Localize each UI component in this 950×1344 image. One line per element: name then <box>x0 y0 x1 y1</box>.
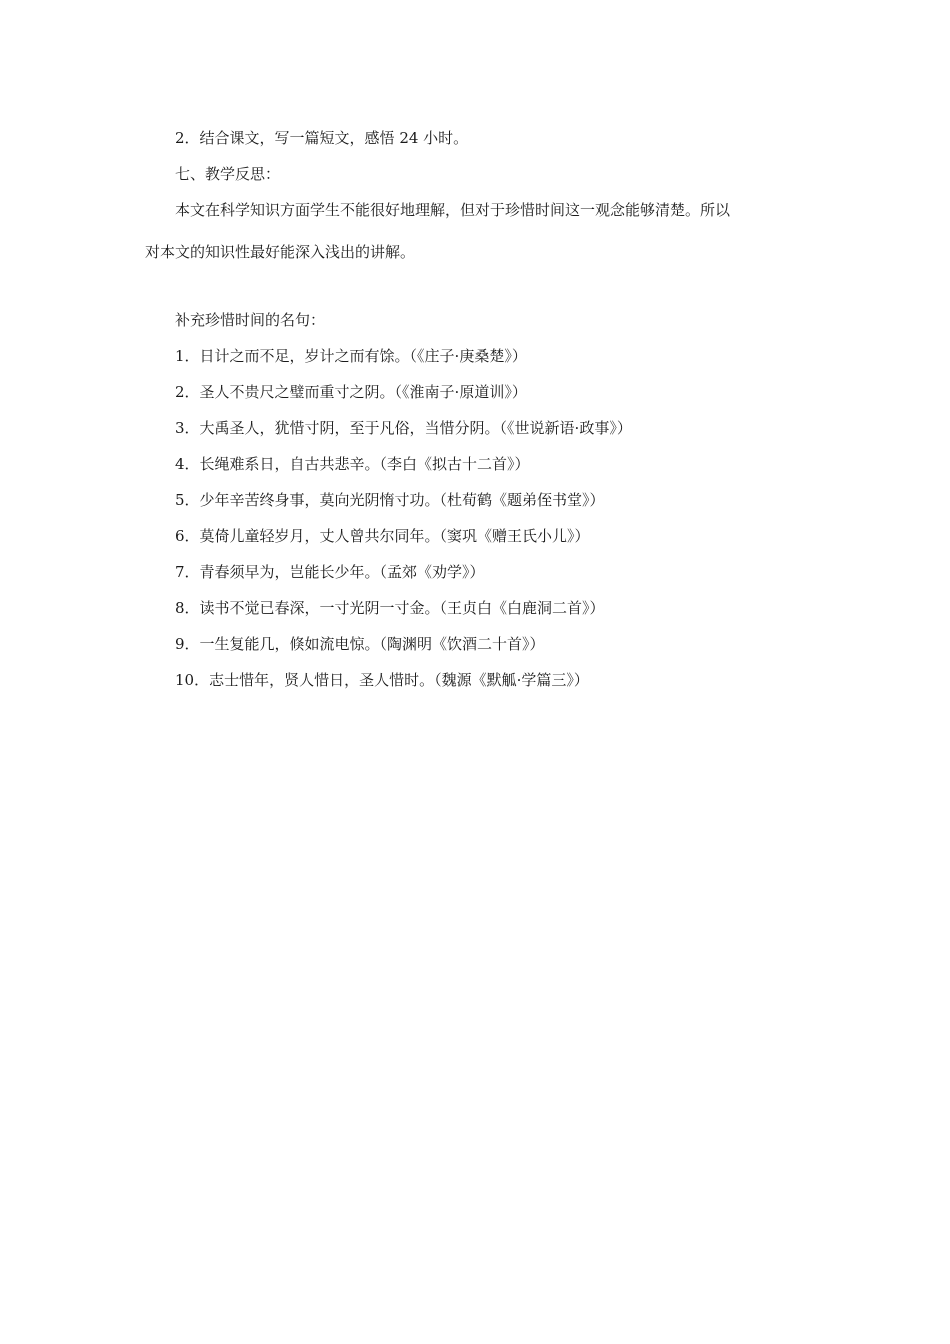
quote-item: 7．青春须早为，岂能长少年。（孟郊《劝学》） <box>175 563 485 581</box>
reflection-paragraph-line-2: 对本文的知识性最好能深入浅出的讲解。 <box>145 243 416 261</box>
homework-item-2: 2．结合课文，写一篇短文，感悟 24 小时。 <box>175 129 469 147</box>
quote-item: 9．一生复能几，倏如流电惊。（陶渊明《饮酒二十首》） <box>175 635 545 653</box>
section-7-heading: 七、教学反思： <box>175 165 281 183</box>
quote-item: 10．志士惜年，贤人惜日，圣人惜时。（魏源《默觚·学篇三》） <box>175 671 589 689</box>
quote-item: 2．圣人不贵尺之璧而重寸之阴。（《淮南子·原道训》） <box>175 383 527 401</box>
quote-item: 5．少年辛苦终身事，莫向光阴惰寸功。（杜荀鹤《题弟侄书堂》） <box>175 491 605 509</box>
quote-item: 3．大禹圣人，犹惜寸阴，至于凡俗，当惜分阴。（《世说新语·政事》） <box>175 419 632 437</box>
quote-item: 8．读书不觉已春深，一寸光阴一寸金。（王贞白《白鹿洞二首》） <box>175 599 605 617</box>
quote-item: 4．长绳难系日，自古共悲辛。（李白《拟古十二首》） <box>175 455 530 473</box>
quote-item: 6．莫倚儿童轻岁月，丈人曾共尔同年。（窦巩《赠王氏小儿》） <box>175 527 590 545</box>
quotes-heading: 补充珍惜时间的名句： <box>175 311 326 329</box>
quote-item: 1．日计之而不足，岁计之而有馀。（《庄子·庚桑楚》） <box>175 347 527 365</box>
reflection-paragraph-line-1: 本文在科学知识方面学生不能很好地理解，但对于珍惜时间这一观念能够清楚。所以 <box>175 201 731 219</box>
